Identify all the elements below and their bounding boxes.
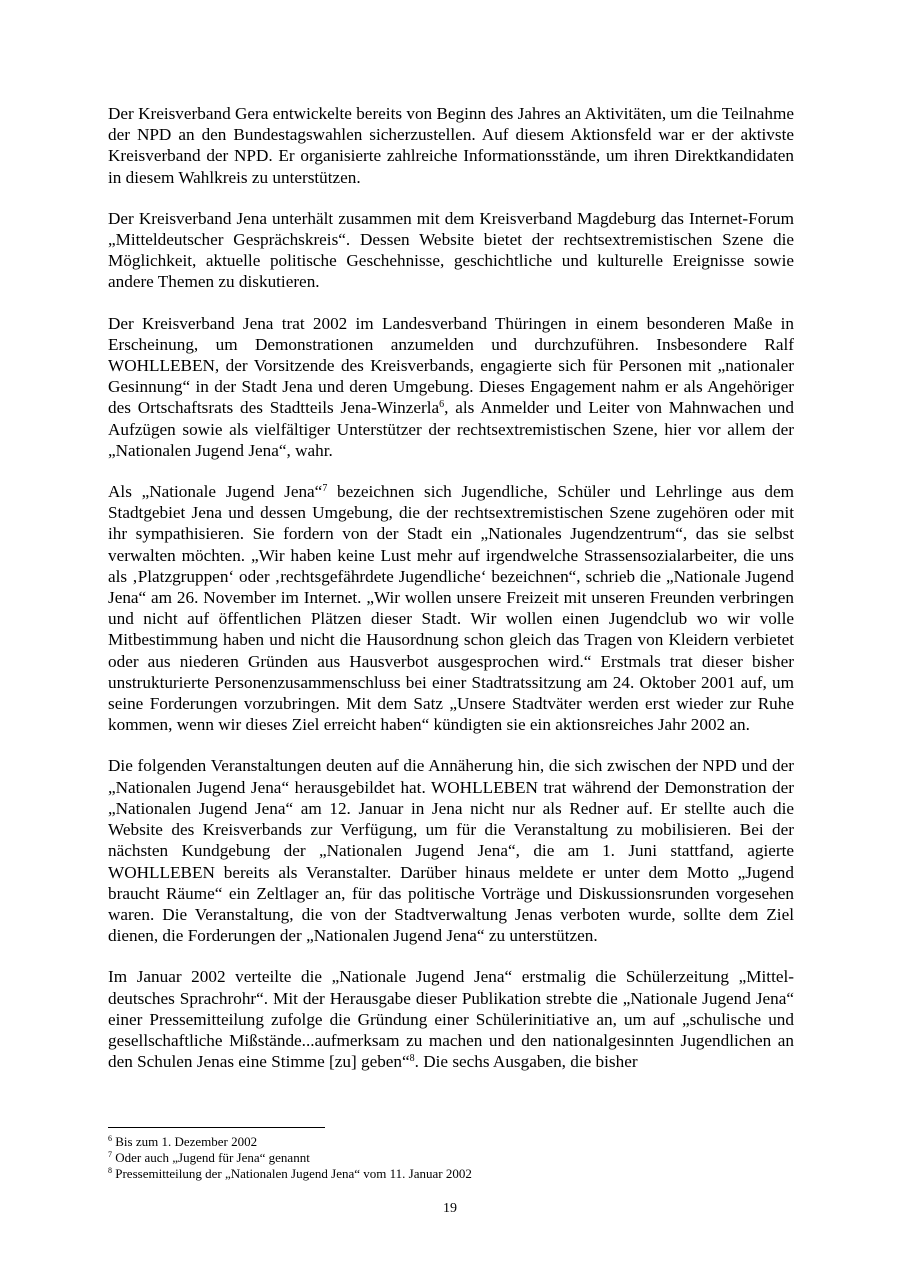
footnote-reference: 8 — [409, 1053, 415, 1065]
footnote-number: 8 — [108, 1166, 112, 1175]
paragraph-text: , als Anmelder und Leiter von Mahnwachen und Aufzügen sowie als vielfältiger Unterstützer der rechtsextremistischen Szene, hier vor allem der „Nationalen Jugend Jena“, wahr. — [108, 398, 794, 460]
footnote-number: 6 — [108, 1134, 112, 1143]
paragraph-text: bezeichnen sich Jugendliche, Schüler und Lehrlinge aus dem Stadtgebiet Jena und dessen Umgebung, die der rechtsextremistischen Szene zugehören oder mit ihr sympathisieren. Sie fordern von der Stadt ein „Nationales Jugendzentrum“, das sie selbst verwalten möchten. „Wir haben keine Lust mehr auf irgendwelche Strassensozialarbeiter, die uns als ‚Platzgruppen‘ oder ‚rechtsgefährdete Jugendliche‘ bezeichnen“, schrieb die „Nationale Jugend Jena“ am 26. November im Internet. „Wir wollen unsere Freizeit mit unseren Freunden verbringen und nicht auf öffentlichen Plätzen dieser Stadt. Wir wollen einen Jugendclub wo wir volle Mitbestimmung haben und nicht die Hausordnung schon gleich das Tragen von Kleidern verbietet oder aus niederen Gründen aus Hausverbot ausgesprochen wird.“ Erstmals trat dieser bisher unstrukturierte Personenzusammenschluss bei einer Stadtratssitzung am 24. Oktober 2001 auf, um seine Forderungen vorzubringen. Mit dem Satz „Unsere Stadtväter werden erst wieder zur Ruhe kommen, wenn wir dieses Ziel erreicht haben“ kündigten sie ein aktionsreiches Jahr 2002 an. — [108, 482, 795, 735]
footnote-reference: 6 — [439, 399, 445, 411]
body-text — [108, 103, 794, 1092]
footnote-separator — [108, 1127, 325, 1128]
paragraph-kreisverband-jena — [108, 313, 794, 461]
page-number: 19 — [443, 1201, 457, 1216]
paragraph-text: . Die sechs Ausgaben, die bisher — [414, 1052, 638, 1072]
footnote-text: Bis zum 1. Dezember 2002 — [112, 1134, 258, 1149]
paragraph-text: Im Januar 2002 verteilte die „Nationale Jugend Jena“ erstmalig die Schülerzeitung „Mitteldeutsches Sprachrohr“. Mit der Herausgabe dieser Publikation strebte die „Nationale Jugend Jena“ einer Pressemitteilung zufolge die Gründung einer Schülerinitiative an, um auf „schulische und gesellschaftliche Mißstände...aufmerksam zu machen und den nationalgesinnten Jugendlichen an den Schulen Jenas eine Stimme [zu] geben“ — [108, 967, 794, 1072]
footnote-8 — [108, 1166, 794, 1182]
paragraph-schuelerzeitung — [108, 966, 794, 1072]
footnote-number: 7 — [108, 1150, 112, 1159]
paragraph-text: Als „Nationale Jugend Jena“ — [108, 482, 323, 502]
paragraph-kreisverband-gera: Der Kreisverband Gera entwickelte bereits von Beginn des Jahres an Aktivitäten, um die Teilnahme der NPD an den Bundestagswahlen sicherzustellen. Auf diesem Aktionsfeld war er der aktivste Kreisverband der NPD. Er organisierte zahlreiche Informationsstände, um ihren Direktkandidaten in diesem Wahlkreis zu unterstützen. — [108, 104, 794, 187]
paragraph-nationale-jugend-jena — [108, 481, 794, 735]
footnote-7 — [108, 1150, 794, 1166]
paragraph-text: Der Kreisverband Jena trat 2002 im Landesverband Thüringen in einem besonderen Maße in Erscheinung, um Demonstrationen anzumelden und durchzuführen. Insbesondere Ralf WOHLLEBEN, der Vorsitzende des Kreisverbands, engagierte sich für Personen mit „nationaler Gesinnung“ in der Stadt Jena und deren Umgebung. Dieses Engagement nahm er als Angehöriger des Ortschaftsrats des Stadtteils Jena-Winzerla — [108, 313, 794, 418]
footnotes — [108, 1134, 794, 1182]
footnote-6 — [108, 1134, 794, 1150]
paragraph-internet-forum: Der Kreisverband Jena unterhält zusammen mit dem Kreisverband Magdeburg das Internet-Forum „Mitteldeutscher Gesprächskreis“. Dessen Website bietet der rechtsextremistischen Szene die Möglichkeit, aktuelle politische Geschehnisse, geschichtliche und kulturelle Ereignisse sowie andere Themen zu diskutieren. — [108, 208, 794, 292]
footnote-reference: 7 — [322, 483, 328, 495]
paragraph-veranstaltungen: Die folgenden Veranstaltungen deuten auf die Annäherung hin, die sich zwischen der NPD und der „Nationalen Jugend Jena“ herausgebildet hat. WOHLLEBEN trat während der Demonstration der „Nationalen Jugend Jena“ am 12. Januar in Jena nicht nur als Redner auf. Er stellte auch die Website des Kreisverbands zur Verfügung, um für die Veranstaltung zu mobilisieren. Bei der nächsten Kundgebung der „Nationalen Jugend Jena“, die am 1. Juni stattfand, agierte WOHLLEBEN bereits als Veranstalter. Darüber hinaus meldete er unter dem Motto „Jugend braucht Räume“ ein Zeltlager an, für das politische Vorträge und Diskussionsrunden vorgesehen waren. Die Veranstaltung, die von der Stadtverwaltung Jenas verboten wurde, sollte dem Ziel dienen, die Forderungen der „Nationalen Jugend Jena“ zu unterstützen. — [108, 756, 794, 946]
footnote-text: Pressemitteilung der „Nationalen Jugend Jena“ vom 11. Januar 2002 — [112, 1166, 472, 1181]
footnote-text: Oder auch „Jugend für Jena“ genannt — [112, 1150, 310, 1165]
